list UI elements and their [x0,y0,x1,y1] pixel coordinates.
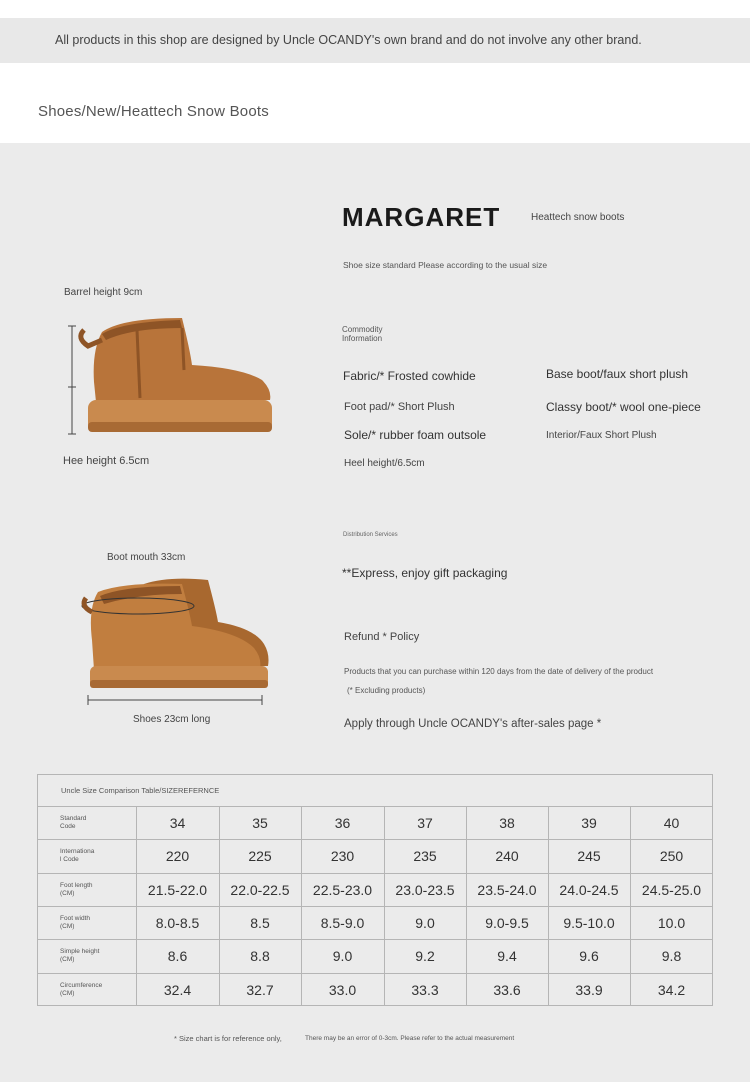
table-column-divider [548,806,549,1006]
table-cell: 33.6 [493,981,521,998]
table-row-label [60,815,86,831]
table-cell: 8.5-9.0 [320,914,365,931]
commodity-label: Commodity Information [342,325,383,343]
row-label-line1: Foot length [60,881,93,889]
top-margin [0,0,750,18]
table-cell: 35 [252,815,268,831]
table-cell: 220 [165,848,190,865]
table-cell: 8.0-8.5 [155,914,200,931]
table-cell: 33.0 [328,981,357,998]
row-label-line1: Internationa [60,848,95,856]
table-cell: 22.5-23.0 [312,881,373,898]
table-cell: 36 [334,815,351,831]
spec-classy: Classy boot/* wool one-piece [546,400,701,414]
spec-fabric: Fabric/* Frosted cowhide [343,369,476,383]
heel-height-label: Hee height 6.5cm [63,455,150,467]
brand-subtitle: Heattech snow boots [531,212,625,223]
table-cell: 235 [413,848,437,865]
table-cell: 250 [659,848,684,865]
brand-title: MARGARET [342,202,501,232]
boot-mouth-label: Boot mouth 33cm [107,552,186,563]
table-cell: 9.2 [415,948,435,965]
row-label-line2: (CM) [60,956,75,964]
table-cell: 34 [169,815,186,831]
table-cell: 21.5-22.0 [147,881,208,898]
row-label-line2: (CM) [60,989,75,997]
row-label-line1: Foot width [60,914,90,922]
table-cell: 24.0-24.5 [559,881,619,898]
table-row-label [60,882,93,898]
row-label-line1: Simple height [60,948,100,956]
row-label-line2: (CM) [60,922,75,930]
boot-pair-image [78,570,278,710]
table-row-divider [37,839,713,840]
refund-text: Products that you can purchase within 120 days from the date of delivery of the product [344,667,654,676]
table-cell: 9.0 [415,914,435,931]
table-cell: 240 [495,848,519,865]
spec-interior: Interior/Faux Short Plush [546,430,657,441]
notice-text: All products in this shop are designed by Uncle OCANDY's own brand and do not involve any other brand. [55,33,642,47]
table-cell: 32.7 [246,981,274,998]
row-label-line1: Circumference [60,981,103,989]
table-cell: 8.8 [250,948,270,965]
table-cell: 10.0 [657,914,686,931]
table-row-divider [37,873,713,874]
table-cell: 9.0-9.5 [485,914,529,931]
table-cell: 23.0-23.5 [395,881,455,898]
table-cell: 38 [499,815,515,831]
table-column-divider [630,806,631,1006]
table-cell: 8.5 [250,914,270,931]
size-table-title: Uncle Size Comparison Table/SIZEREFERNCE [61,786,220,795]
row-label-line2: (CM) [60,889,75,897]
table-cell: 23.5-24.0 [477,881,537,898]
table-cell: 9.6 [579,948,599,965]
boot-side-image [62,310,282,445]
table-row-label [60,848,94,864]
shoe-length-label: Shoes 23cm long [133,714,211,725]
table-cell: 9.8 [661,948,682,965]
spec-sole: Sole/* rubber foam outsole [344,428,487,442]
express-text: **Express, enjoy gift packaging [342,566,508,580]
table-row-label [60,915,90,931]
table-row-divider [37,906,713,907]
after-sales-note: Apply through Uncle OCANDY's after-sales page * [344,718,602,730]
spec-base: Base boot/faux short plush [546,367,689,381]
breadcrumb[interactable]: Shoes/New/Heattech Snow Boots [38,103,269,120]
table-cell: 24.5-25.0 [641,881,702,898]
table-cell: 22.0-22.5 [230,881,290,898]
table-column-divider [219,806,220,1006]
refund-exclusion: (* Excluding products) [347,686,426,695]
table-row-label [60,948,99,964]
table-cell: 245 [577,848,601,865]
table-cell: 230 [330,848,355,865]
table-row-divider [37,973,713,974]
table-cell: 39 [581,815,597,831]
row-label-line1: Standard [60,815,87,822]
distribution-label: Distribution Services [343,532,398,538]
table-cell: 9.0 [332,948,353,965]
table-column-divider [136,806,137,1006]
size-standard-note: Shoe size standard Please according to the usual size [343,260,548,270]
table-row-label [60,982,102,998]
refund-title: Refund * Policy [344,631,420,643]
barrel-height-label: Barrel height 9cm [64,287,143,298]
spec-heel: Heel height/6.5cm [344,458,425,469]
table-row-divider [37,939,713,940]
table-cell: 33.3 [411,981,439,998]
table-cell: 37 [417,815,433,831]
table-cell: 32.4 [163,981,192,998]
table-column-divider [466,806,467,1006]
table-row-divider [37,806,713,807]
row-label-line2: l Code [60,856,79,864]
table-cell: 9.5-10.0 [563,914,615,931]
table-cell: 33.9 [575,981,603,998]
footnote-error: There may be an error of 0-3cm. Please refer to the actual measurement [305,1035,515,1042]
table-cell: 8.6 [167,948,188,965]
row-label-line2: Code [60,823,76,830]
table-cell: 9.4 [497,948,517,965]
table-column-divider [301,806,302,1006]
table-cell: 225 [248,848,272,865]
footnote-reference: * Size chart is for reference only, [174,1034,282,1043]
spec-footpad: Foot pad/* Short Plush [344,401,455,413]
table-column-divider [384,806,385,1006]
table-cell: 40 [663,815,680,831]
table-cell: 34.2 [657,981,686,998]
